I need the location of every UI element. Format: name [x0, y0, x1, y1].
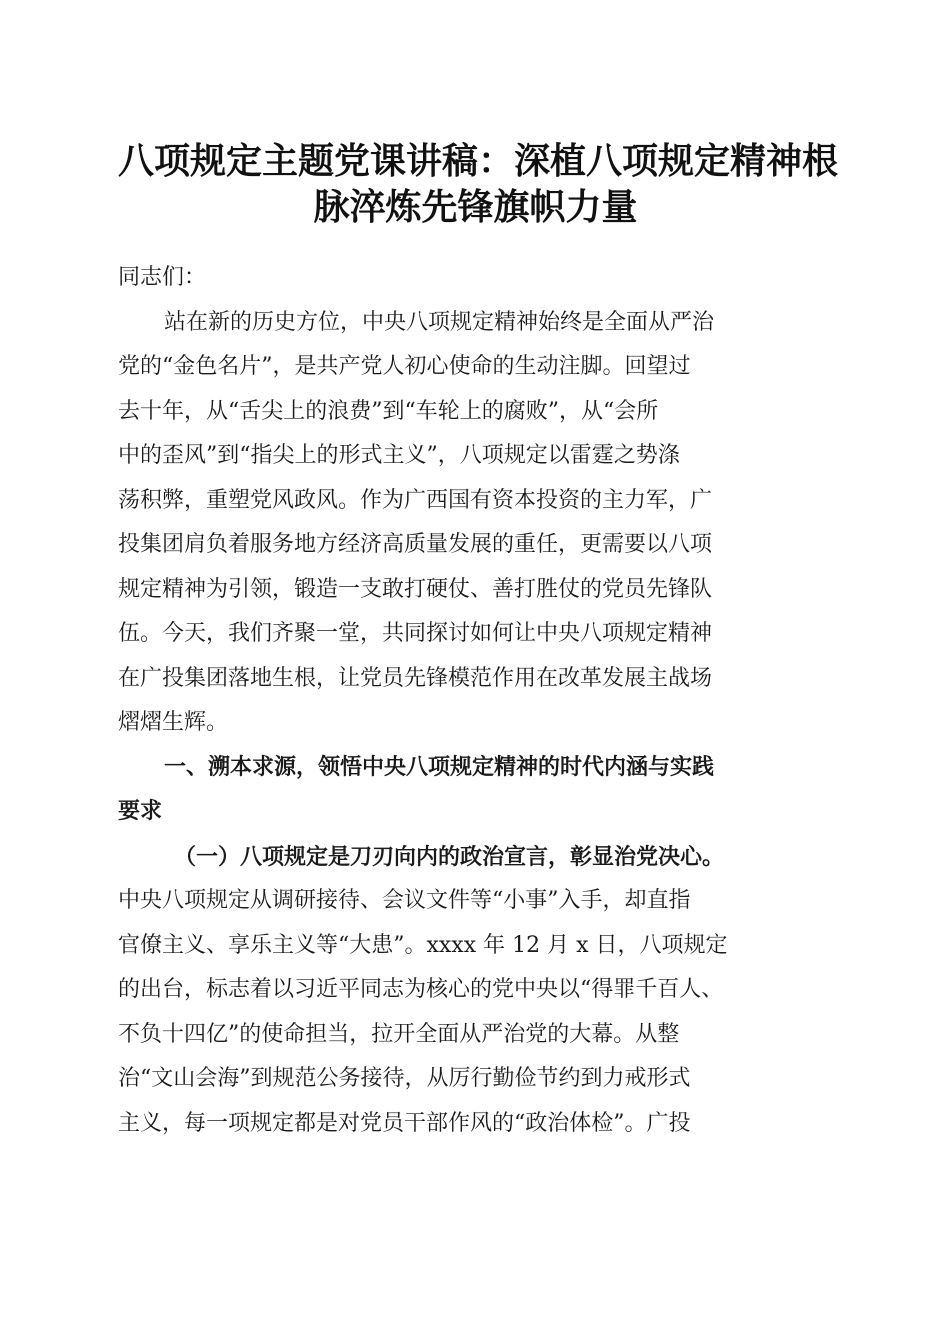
- intro-line: 中的歪风”到“指尖上的形式主义”，八项规定以雷霆之势涤: [118, 443, 680, 468]
- title-line-2: 脉淬炼先锋旗帜力量: [313, 186, 638, 228]
- subsection-line: 的出台，标志着以习近平同志为核心的党中央以“得罪千百人、: [118, 977, 724, 1002]
- subsection-line: 治“文山会海”到规范公务接待，从厉行勤俭节约到力戒形式: [118, 1066, 691, 1091]
- section-heading-line: 要求: [118, 799, 163, 824]
- intro-line: 荡积弊，重塑党风政风。作为广西国有资本投资的主力军，广: [118, 487, 713, 513]
- intro-line: 在广投集团落地生根，让党员先锋模范作用在改革发展主战场: [118, 665, 713, 691]
- document-title: [118, 138, 839, 230]
- title-line-1: 八项规定主题党课讲稿：深植八项规定精神根: [118, 140, 839, 182]
- subsection-line: 不负十四亿”的使命担当，拉开全面从严治党的大幕。从整: [118, 1021, 680, 1047]
- subsection-line: 官僚主义、享乐主义等“大患”。xxxx 年 12 月 x 日，八项规定: [118, 932, 728, 958]
- intro-line: 党的“金色名片”，是共产党人初心使命的生动注脚。回望过: [118, 354, 691, 379]
- subsection-line: 主义，每一项规定都是对党员干部作风的“政治体检”。广投: [118, 1110, 691, 1136]
- intro-line: 去十年，从“舌尖上的浪费”到“车轮上的腐败”，从“会所: [118, 398, 659, 424]
- intro-line: 投集团肩负着服务地方经济高质量发展的重任，更需要以八项: [118, 532, 713, 557]
- document-body: [118, 256, 833, 1146]
- subsection-heading: （一）八项规定是刀刃向内的政治宣言，彰显治党决心。: [174, 843, 725, 870]
- subsection-line: 中央八项规定从调研接待、会议文件等“小事”入手，却直指: [118, 888, 691, 913]
- section-heading-line: 一、溯本求源，领悟中央八项规定精神的时代内涵与实践: [164, 754, 715, 780]
- intro-line: 站在新的历史方位，中央八项规定精神始终是全面从严治: [164, 309, 715, 335]
- salutation: 同志们：: [118, 265, 207, 290]
- intro-line: 规定精神为引领，锻造一支敢打硬仗、善打胜仗的党员先锋队: [118, 576, 713, 602]
- intro-line: 伍。今天，我们齐聚一堂，共同探讨如何让中央八项规定精神: [118, 621, 713, 646]
- intro-line: 熠熠生辉。: [118, 710, 229, 735]
